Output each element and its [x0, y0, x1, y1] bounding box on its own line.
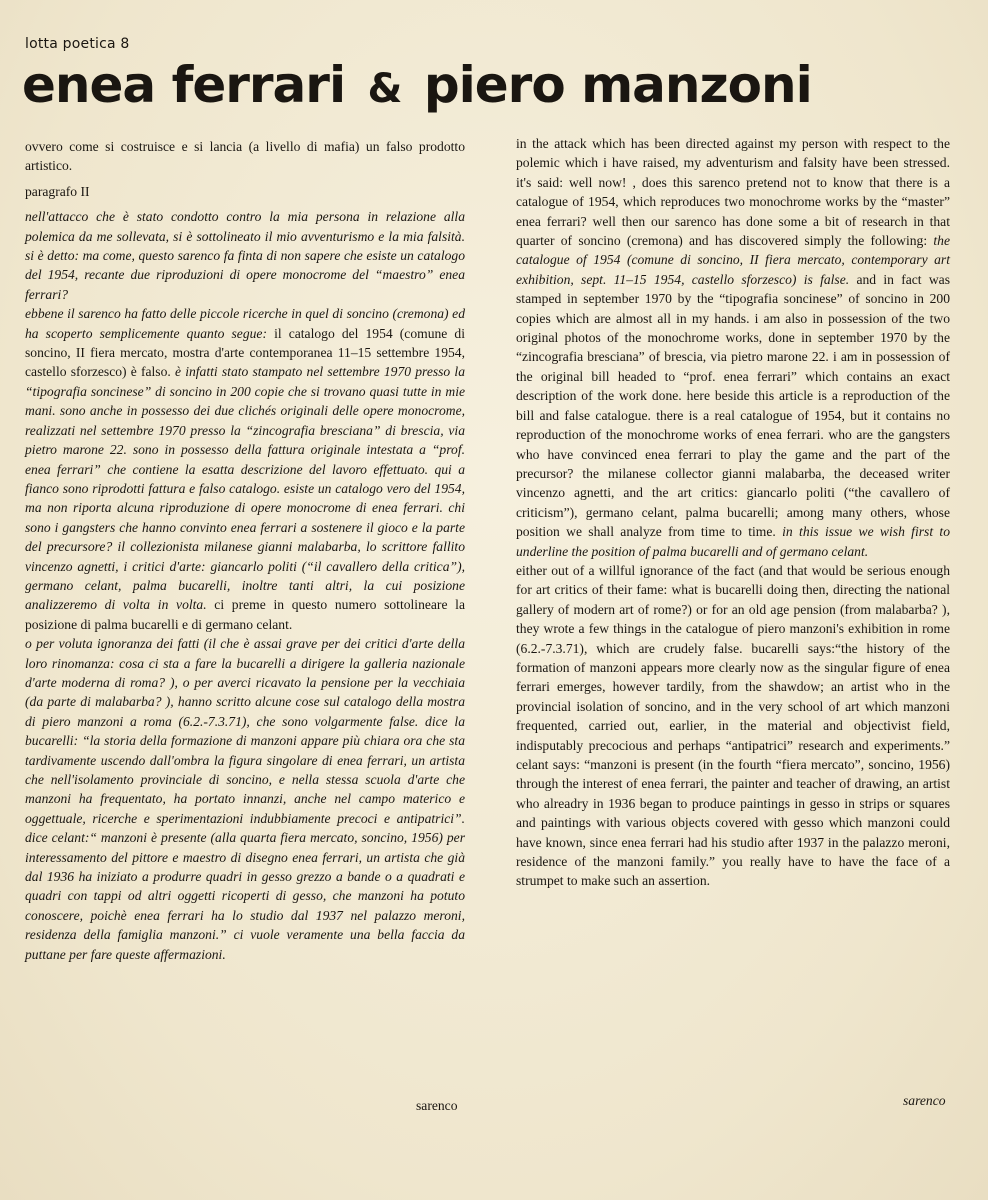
subtitle-paragraph: ovvero come si costruisce e si lancia (a livello di mafia) un falso prodotto artistico. [25, 139, 465, 174]
title-right: piero manzoni [423, 56, 812, 114]
signature: sarenco [416, 1098, 458, 1113]
english-column [516, 134, 950, 891]
paragraph: either out of a willful ignorance of the fact (and that would be serious enough for art critics of their fame: what is bucarelli doing then, directing the national gallery of modern art of rome?) or for an old age pension (from malabarba? ), they wrote a few things in the catalogue of piero manzoni's exhibition in rome (6.2.-7.3.71), which are crudely false. bucarelli says:“the history of the formation of manzoni appears more clearly now as the singular figure of enea ferrari emerges, however tardily, from the shawdow; an artist who in the provincial isolation of soncino, and in the very school of art which manzoni frequented, carried out, earlier, in the material and objectivist field, indisputably precocious and perhaps “antipatrici” research and experiments.” celant says: “manzoni is present (in the fourth “fiera mercato”, soncino, 1956) through the interest of enea ferrari, the painter and teacher of drawing, an artist who alreadry in 1936 began to produce paintings in gesso in strips or squares and paintings with various objects covered with gesso which manzoni could have known, since enea ferrari had his studio after 1937 in the palazzo meroni, residence of the manzoni family.” you really have to have the face of a strumpet to make such an assertion. [516, 562, 950, 889]
text-span: in the attack which has been directed against my person with respect to the polemic which i have raised, my adventurism and falsity have been stressed. it's said: well now! , does this sarenco pretend not to know that there is a catalogue of 1954, which reproduces two monochrome works by the “master” enea ferrari? well then our sarenco has done some a bit of research in that quarter of soncino (cremona) and has discovered simply the following: [516, 136, 950, 249]
text-span: and in fact was stamped in september 1970 by the “tipografia soncinese” of soncino in 200 copies which are almost all in my hands. i am also in possession of the two original photos of the monochrome works, done in september 1970 by the “zincografia bresciana” of brescia, via pietro marone 22. i am in possession of the original bill headed to “prof. enea ferrari” which contains an exact description of the work done. here beside this article is a reproduction of the bill and false catalogue. there is a real catalogue of 1954, but it contains no reproduction of the monochrome works of enea ferrari. who are the gangsters who have convinced enea ferrari to play the game and the part of the precursor? the milanese collector gianni malabarba, the deceased writer vincenzo agnetti, and the art critics: giancarlo politi (“the cavallero of criticism”), germano celant, palma bucarelli; among many others, whose position we shall analyze from time to time. [516, 271, 951, 540]
text-span: the catalogue of 1954 (comune di soncino, II fiera mercato, contemporary art exhibition, sept. 11–15 1954, castello sforzesco) is false. [516, 233, 950, 287]
paragraph [516, 134, 950, 561]
section-heading: paragrafo II [25, 183, 90, 199]
paragraph: o per voluta ignoranza dei fatti (il che è assai grave per dei critici d'arte della loro rinomanza: cosa ci sta a fare la bucarelli a dirigere la galleria nazionale d'arte moderna di roma? ), o per averci ricavato la pensione per la vecchiaia (da parte di malabarba? ), hanno scritto alcune cose sul catalogo della mostra di piero manzoni a roma (6.2.-7.3.71), che sono volgarmente false. dice la bucarelli: “la storia della formazione di manzoni appare più chiara ora che sta tardivamente uscendo dall'ombra la figura singolare di enea ferrari, un artista che nell'isolamento provinciale di soncino, e nella stessa scuola d'arte che manzoni ha frequentato, ha portato innanzi, anche nel campo materico e oggettuale, ricerche e sperimentazioni indubbiamente precoci e antipatrici”. dice celant:“ manzoni è presente (alla quarta fiera mercato, soncino, 1956) per interessamento del pittore e maestro di disegno enea ferrari, un artista che già dal 1936 ha iniziato a produrre quadri in gesso grezzo a bande o a quadrati e quadri con tappi od altri oggetti ricoperti di gesso, che manzoni ha potuto conoscere, poichè enea ferrari ha lo studio dal 1937 nel palazzo meroni, residenza della famiglia manzoni.” ci vuole veramente una bella faccia da puttane per fare queste affermazioni. [25, 636, 465, 962]
text-span: in this issue we wish first to underline the position of palma bucarelli and of germano celant. [516, 524, 950, 559]
title-left: enea ferrari [22, 56, 346, 114]
paragraph: nell'attacco che è stato condotto contro la mia persona in relazione alla polemica da me sollevata, si è sottolineato il mio avventurismo e la mia falsità. si è detto: ma come, questo sarenco fa finta di non sapere che esiste un catalogo del 1954, recante due riproduzioni di opere monocrome del “maestro” enea ferrari? [25, 209, 465, 302]
signature: sarenco [903, 1093, 946, 1108]
text-span: ebbene il sarenco ha fatto delle piccole ricerche in quel di soncino (cremona) ed ha scoperto semplicemente quanto segue: [25, 306, 465, 341]
italian-column [25, 137, 465, 964]
title-ampersand: & [367, 66, 402, 112]
text-span: il catalogo del 1954 (comune di soncino, II fiera mercato, mostra d'arte contemporanea 11–15 settembre 1954, castello sforzesco) è falso. [25, 325, 465, 380]
paragraph [25, 304, 465, 634]
page-title [22, 55, 922, 119]
series-label: lotta poetica 8 [25, 36, 130, 52]
text-span: ci preme in questo numero sottolineare la posizione di palma bucarelli e di germano celant. [25, 597, 465, 632]
text-span: è infatti stato stampato nel settembre 1970 presso la “tipografia soncinese” di soncino in 200 copie che si trovano quasi tutte in mie mani. sono anche in possesso dei due clichés originali delle opere monocrome, realizzati nel settembre 1970 presso la “zincografia bresciana” di brescia, via pietro marone 22. sono in possesso della fattura originale intestata a “prof. enea ferrari” che contiene la esatta descrizione del lavoro effettuato. qui a fianco sono riprodotti fattura e falso catalogo. esiste un catalogo vero del 1954, ma non riporta alcuna riproduzione di opere monocrome di enea ferrari. chi sono i gangsters che hanno convinto enea ferrari a sostenere il gioco e la parte del precursore? il collezionista milanese gianni malabarba, lo scrittore fallito vincenzo agnetti, i critici d'arte: giancarlo politi (“il cavallero della critica”), germano celant, palma bucarelli, inoltre tanti altri, la cui posizione analizzeremo di volta in volta. [25, 364, 465, 613]
